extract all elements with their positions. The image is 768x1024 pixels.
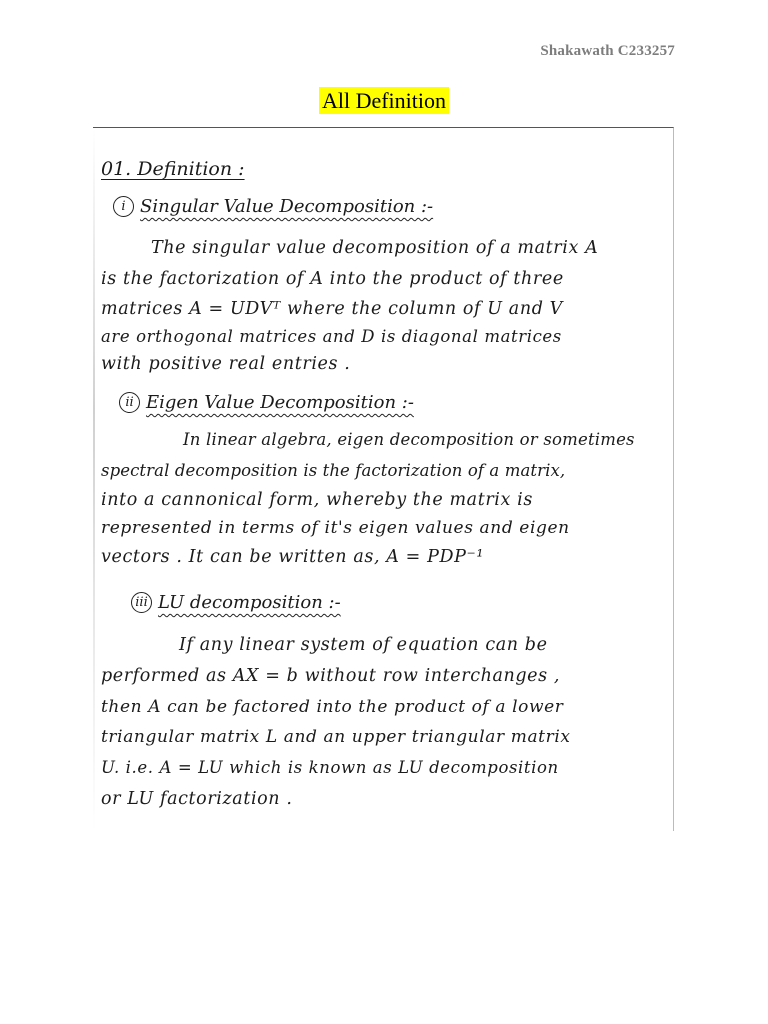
eigen-line-5: vectors . It can be written as, A = PDP⁻¹ — [101, 547, 484, 567]
section-number-i: i — [113, 196, 134, 217]
lu-line-2: performed as AX = b without row interchanges , — [101, 666, 561, 686]
lu-line-1: If any linear system of equation can be — [179, 635, 548, 655]
lu-line-6: or LU factorization . — [101, 789, 293, 809]
svd-line-3: matrices A = UDVᵀ where the column of U and V — [101, 299, 563, 319]
eigen-line-4: represented in terms of it's eigen values and eigen — [101, 518, 570, 538]
page-title — [0, 88, 768, 114]
lu-line-4: triangular matrix L and an upper triangular matrix — [101, 727, 571, 747]
author-label: Shakawath C233257 — [540, 43, 675, 59]
eigen-line-3: into a cannonical form, whereby the matrix is — [101, 490, 533, 510]
svd-line-1: The singular value decomposition of a matrix A — [151, 238, 599, 258]
section-title-eigen: ii Eigen Value Decomposition :- — [119, 392, 414, 413]
svd-line-2: is the factorization of A into the product of three — [101, 269, 564, 289]
handwritten-notes — [93, 127, 674, 831]
section-title-lu: iii LU decomposition :- — [131, 592, 341, 613]
eigen-line-2: spectral decomposition is the factorization of a matrix, — [101, 461, 566, 480]
lu-line-5: U. i.e. A = LU which is known as LU decomposition — [101, 758, 559, 777]
section-number-ii: ii — [119, 392, 140, 413]
definition-heading: 01. Definition : — [101, 158, 245, 180]
section-title-svd: i Singular Value Decomposition :- — [113, 196, 433, 217]
svd-line-4: are orthogonal matrices and D is diagonal matrices — [101, 327, 562, 346]
eigen-line-1: In linear algebra, eigen decomposition or sometimes — [183, 430, 635, 449]
svd-line-5: with positive real entries . — [101, 354, 351, 374]
lu-line-3: then A can be factored into the product of a lower — [101, 697, 564, 717]
section-number-iii: iii — [131, 592, 152, 613]
page-edge — [93, 128, 95, 831]
page-title-text: All Definition — [319, 87, 449, 114]
